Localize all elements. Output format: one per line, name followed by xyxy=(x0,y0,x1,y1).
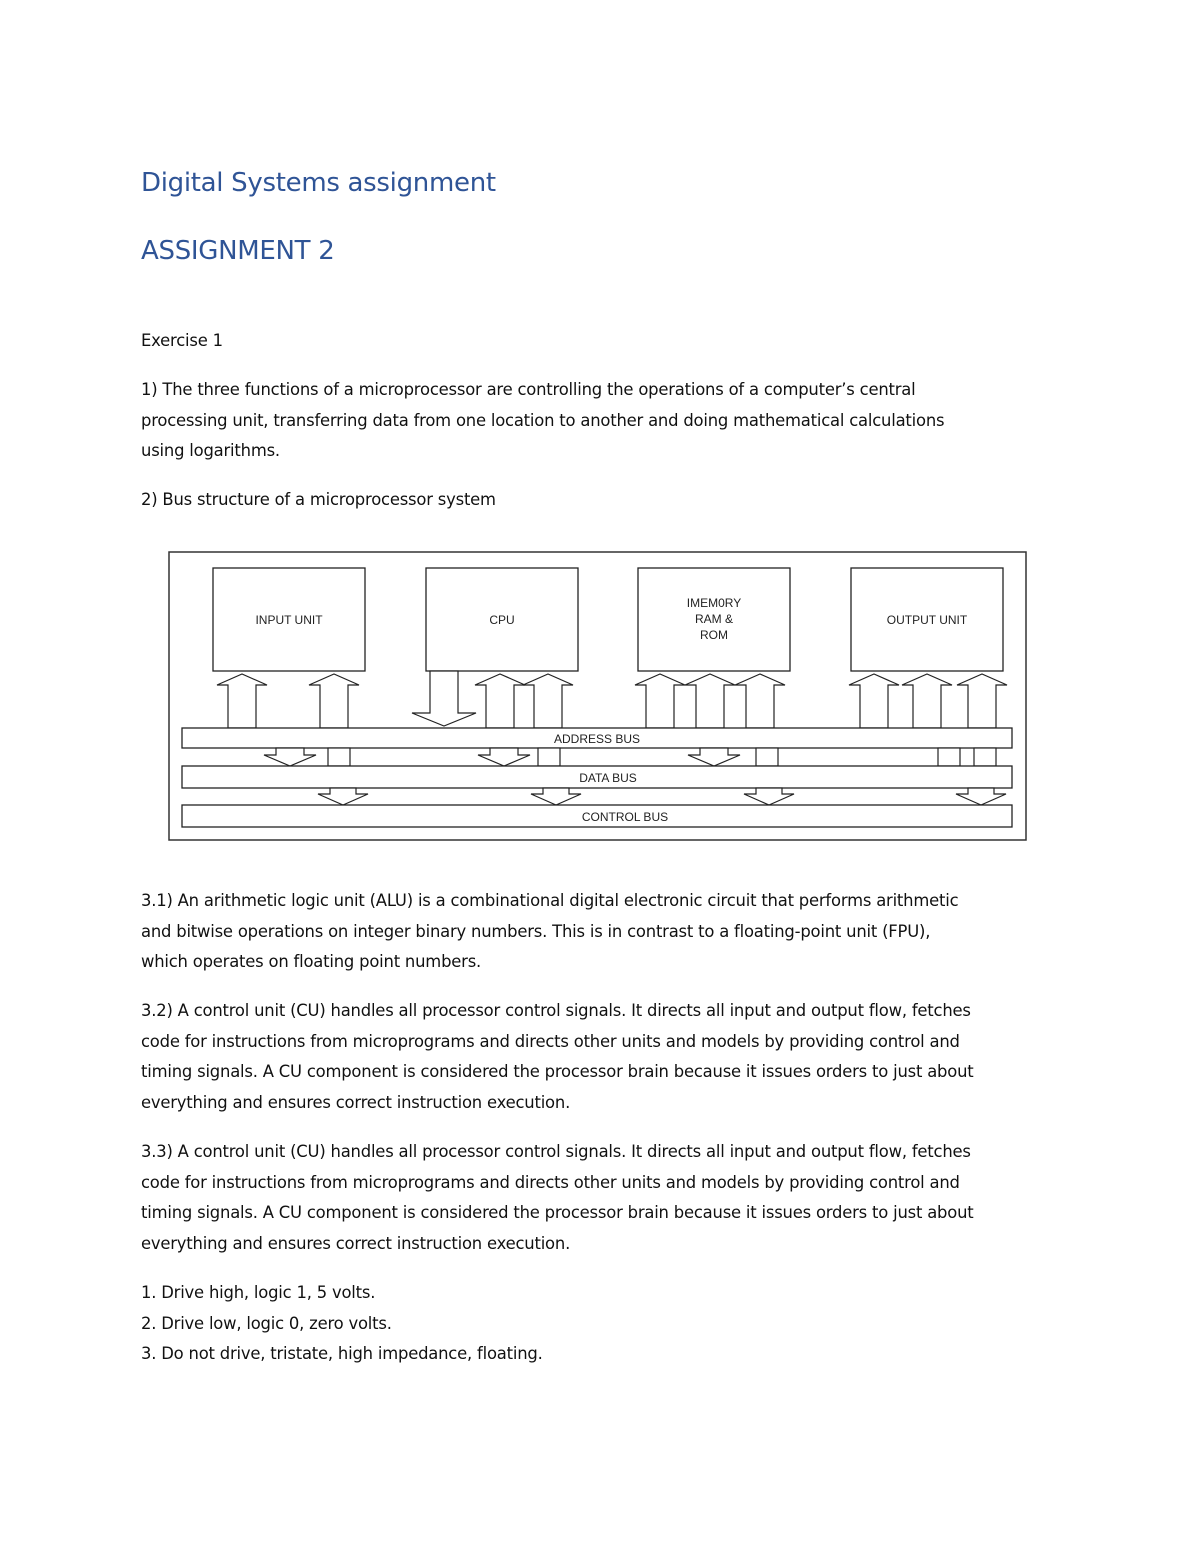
answer-1-line: using logarithms. xyxy=(141,441,280,461)
data-bus-label: DATA BUS xyxy=(579,771,637,785)
list-item: 1. Drive high, logic 1, 5 volts. xyxy=(141,1283,376,1302)
list-item: 2. Drive low, logic 0, zero volts. xyxy=(141,1313,392,1333)
output-unit-label: OUTPUT UNIT xyxy=(886,613,968,627)
input-unit-label: INPUT UNIT xyxy=(255,613,323,627)
answer-3-2-line: everything and ensures correct instruction execution. xyxy=(141,1092,571,1112)
answer-1-line: 1) The three functions of a microprocessor are controlling the operations of a computer’s central xyxy=(141,380,916,399)
logic-states-list xyxy=(141,1278,543,1370)
document-subtitle: ASSIGNMENT 2 xyxy=(141,236,335,266)
memory-rom-label: ROM xyxy=(700,628,728,642)
document-title: Digital Systems assignment xyxy=(141,168,496,198)
answer-3-1-line: and bitwise operations on integer binary numbers. This is in contrast to a floating-point unit (FPU), xyxy=(141,921,931,941)
answer-3-3-line: timing signals. A CU component is considered the processor brain because it issues orders to just about xyxy=(141,1203,974,1223)
exercise-label: Exercise 1 xyxy=(141,331,223,350)
answer-3-2 xyxy=(141,996,974,1118)
answer-1-line: processing unit, transferring data from one location to another and doing mathematical calculations xyxy=(141,410,945,430)
answer-3-1-line: 3.1) An arithmetic logic unit (ALU) is a combinational digital electronic circuit that performs arithmetic xyxy=(141,891,959,910)
memory-label: IMEM0RY xyxy=(686,596,742,610)
answer-3-3 xyxy=(141,1137,974,1259)
list-item: 3. Do not drive, tristate, high impedance, floating. xyxy=(141,1344,543,1364)
answer-3-2-line: timing signals. A CU component is considered the processor brain because it issues orders to just about xyxy=(141,1062,974,1082)
cpu-label: CPU xyxy=(489,613,515,627)
memory-ram-label: RAM & xyxy=(694,612,734,626)
answer-3-2-line: code for instructions from microprograms and directs other units and models by providing control and xyxy=(141,1031,960,1051)
control-bus-label: CONTROL BUS xyxy=(581,810,669,824)
answer-3-3-line: everything and ensures correct instruction execution. xyxy=(141,1233,571,1253)
answer-1 xyxy=(141,375,944,467)
answer-3-1-line: which operates on floating point numbers. xyxy=(141,952,482,972)
answer-2-heading: 2) Bus structure of a microprocessor system xyxy=(141,490,496,509)
answer-3-3-line: code for instructions from microprograms and directs other units and models by providing control and xyxy=(141,1172,960,1192)
address-bus-label: ADDRESS BUS xyxy=(553,732,641,746)
bus-structure-diagram xyxy=(168,551,1028,843)
answer-3-3-line: 3.3) A control unit (CU) handles all processor control signals. It directs all input and output flow, fetches xyxy=(141,1142,971,1161)
answer-3-1 xyxy=(141,886,958,978)
answer-3-2-line: 3.2) A control unit (CU) handles all processor control signals. It directs all input and output flow, fetches xyxy=(141,1001,971,1020)
